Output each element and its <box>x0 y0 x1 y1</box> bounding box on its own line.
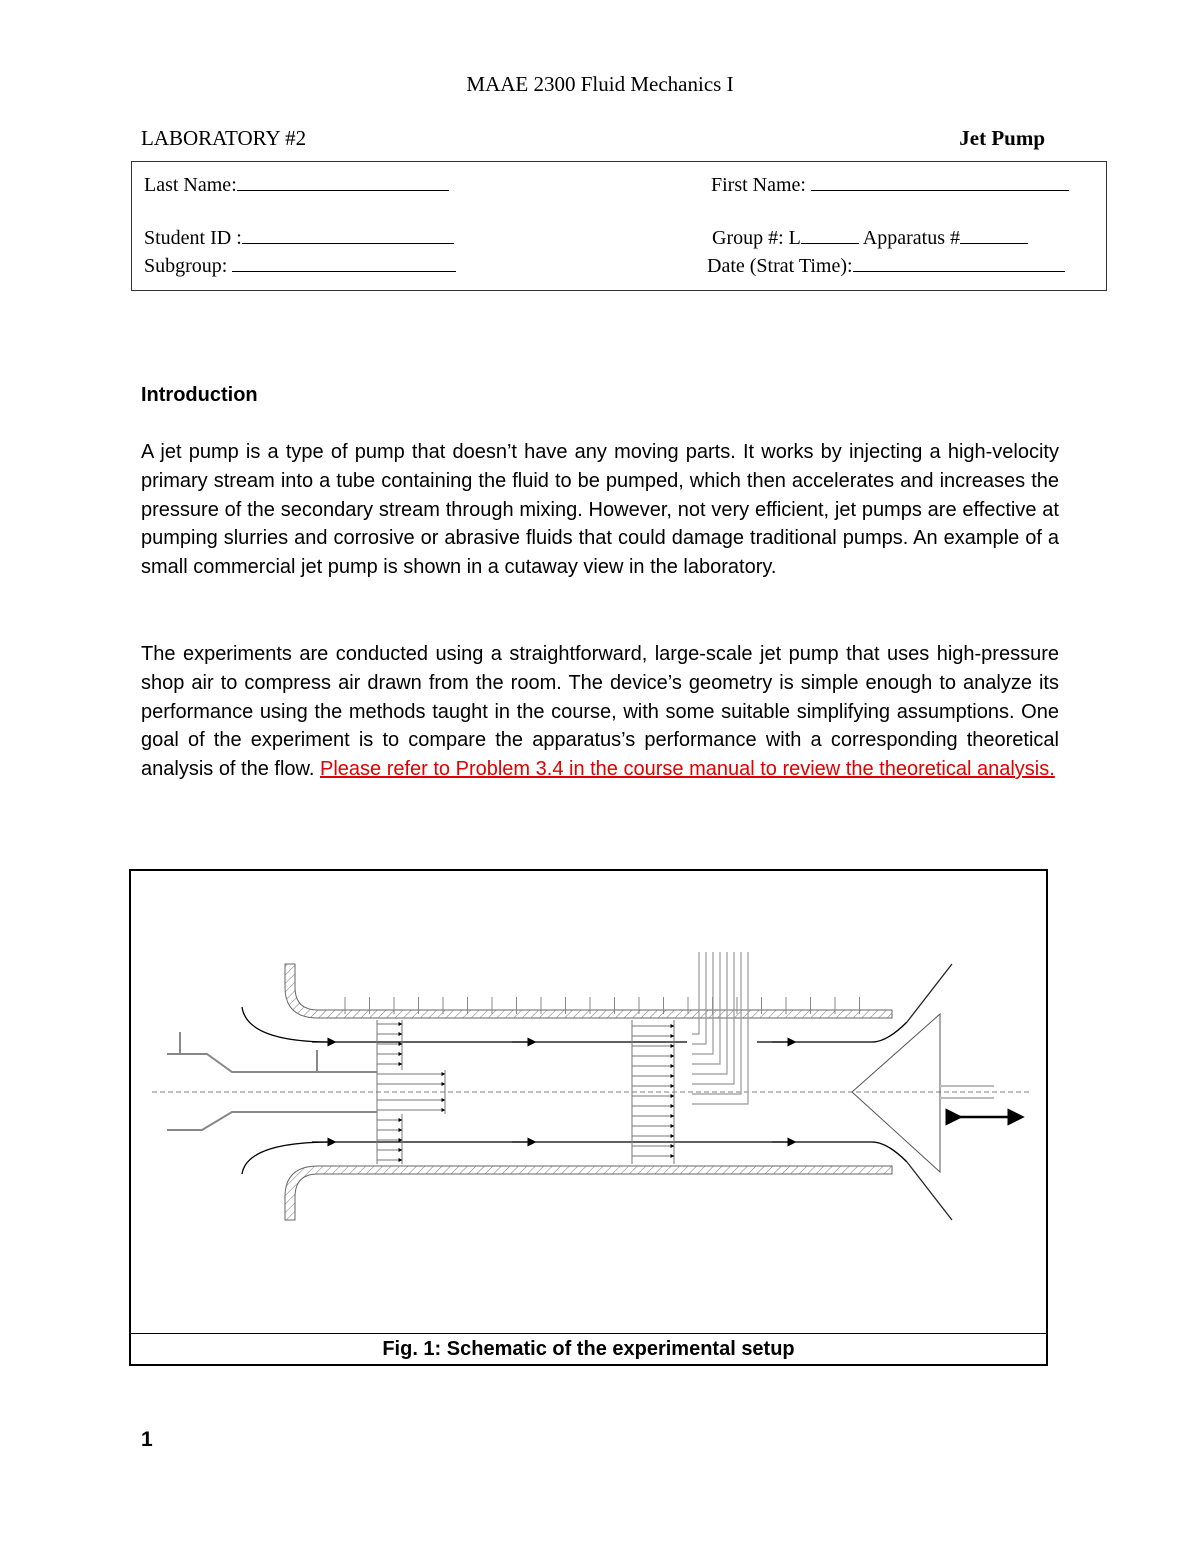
group-label: Group #: L <box>712 227 801 249</box>
manometer-tube <box>692 952 713 1054</box>
group-field[interactable] <box>712 225 1028 250</box>
lab-topic: Jet Pump <box>959 126 1045 150</box>
lab-number: LABORATORY #2 <box>141 126 307 150</box>
problem-reference-link[interactable]: Please refer to Problem 3.4 in the course manual to review the theoretical analysis. <box>319 758 1055 781</box>
figure-caption: Fig. 1: Schematic of the experimental setup <box>131 1333 1046 1364</box>
date-field[interactable] <box>707 253 1065 278</box>
intro-paragraph-2 <box>141 640 1059 784</box>
manometer-tubes <box>692 952 748 1104</box>
last-name-field[interactable] <box>144 172 449 197</box>
student-info-box <box>131 161 1107 291</box>
apparatus-label: Apparatus # <box>862 227 960 249</box>
jet-pump-schematic <box>131 871 1047 1336</box>
first-name-label: First Name: <box>711 174 806 196</box>
introduction-heading: Introduction <box>141 384 258 406</box>
nozzle <box>167 1032 377 1130</box>
subgroup-field[interactable] <box>144 253 456 278</box>
student-id-label: Student ID : <box>144 227 242 249</box>
date-label: Date (Strat Time): <box>707 255 853 277</box>
student-id-field[interactable] <box>144 225 454 250</box>
subgroup-label: Subgroup: <box>144 255 228 277</box>
manometer-tube <box>692 952 699 1034</box>
page-number: 1 <box>141 1428 153 1451</box>
intro-paragraph-1: A jet pump is a type of pump that doesn’t have any moving parts. It works by injecting a high-velocity primary stream into a tube containing the fluid to be pumped, which then accelerates and increases the pressure of the secondary stream through mixing. However, not very efficient, jet pumps are effective at pumping slurries and corrosive or abrasive fluids that could damage traditional pumps. An example of a small commercial jet pump is shown in a cutaway view in the laboratory. <box>141 441 1059 579</box>
last-name-label: Last Name: <box>144 174 237 196</box>
streamlines <box>242 1007 907 1174</box>
intro-paragraph-2-text: The experiments are conducted using a straightforward, large-scale jet pump that uses high-pressure shop air to compress air drawn from the room. The device’s geometry is simple enough to analyze its performance using the methods taught in the course, with some suitable simplifying assumptions. One goal of the experiment is to compare the apparatus’s performance with a corresponding theoretical analysis of the flow. <box>141 643 1059 781</box>
figure-1 <box>129 869 1048 1366</box>
upper-wall <box>285 964 892 1018</box>
course-title: MAAE 2300 Fluid Mechanics I <box>466 72 734 96</box>
lower-wall <box>285 1166 892 1220</box>
first-name-field[interactable] <box>711 172 1069 197</box>
